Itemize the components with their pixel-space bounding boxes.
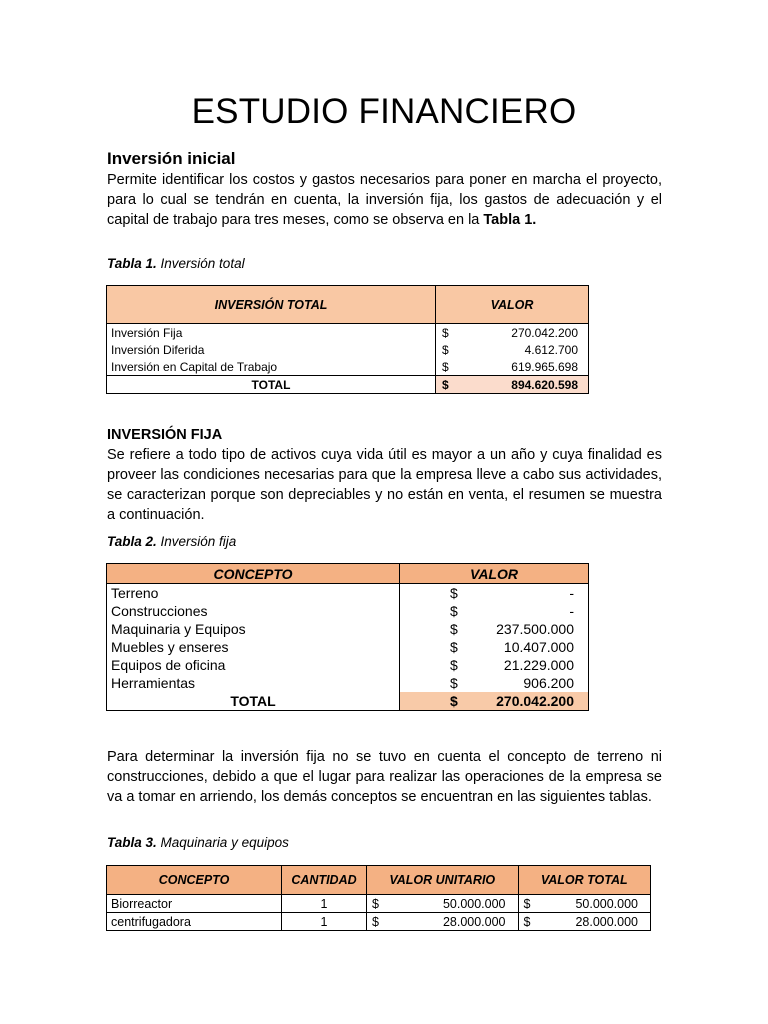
column-header: CONCEPTO — [107, 564, 400, 584]
table-row — [107, 324, 589, 342]
caption-label: Tabla 1. — [107, 256, 157, 271]
cell-concepto: Inversión Diferida — [107, 341, 436, 358]
cell-currency: $ — [436, 376, 453, 394]
cell-currency: $ — [400, 584, 474, 603]
caption-label: Tabla 3. — [107, 835, 157, 850]
cell-concepto: Terreno — [107, 584, 400, 603]
cell-total-label: TOTAL — [107, 692, 400, 711]
table-row — [107, 341, 589, 358]
cell-total-valor: 894.620.598 — [452, 376, 589, 394]
cell-currency: $ — [400, 692, 474, 711]
table-reference: Tabla 1. — [483, 212, 537, 228]
column-header: VALOR — [436, 286, 589, 324]
table-row — [107, 620, 589, 638]
paragraph-terreno: Para determinar la inversión fija no se tuvo en cuenta el concepto de terreno ni construcciones, debido a que el lugar para realizar las operaciones de la empresa se va a tomar en arriendo, los demás conceptos se encuentran en las siguientes tablas. — [107, 749, 662, 805]
table-inversion-fija — [106, 563, 589, 711]
column-header: VALOR TOTAL — [518, 866, 651, 895]
cell-currency: $ — [518, 913, 538, 931]
cell-valor: 10.407.000 — [474, 638, 589, 656]
cell-currency: $ — [400, 620, 474, 638]
cell-valor: 21.229.000 — [474, 656, 589, 674]
cell-valor: 4.612.700 — [452, 341, 589, 358]
caption-title: Maquinaria y equipos — [156, 835, 289, 850]
column-header: VALOR — [400, 564, 589, 584]
caption-title: Inversión total — [156, 256, 245, 271]
cell-currency: $ — [400, 638, 474, 656]
table-maquinaria-equipos — [106, 865, 651, 931]
table-row — [107, 602, 589, 620]
cell-total-valor: 270.042.200 — [474, 692, 589, 711]
cell-currency: $ — [436, 324, 453, 342]
table-row — [107, 358, 589, 376]
table-row — [107, 913, 651, 931]
cell-cantidad: 1 — [282, 913, 367, 931]
cell-concepto: Inversión en Capital de Trabajo — [107, 358, 436, 376]
table-inversion-total — [106, 285, 589, 394]
cell-concepto: Muebles y enseres — [107, 638, 400, 656]
cell-concepto: centrifugadora — [107, 913, 282, 931]
cell-concepto: Herramientas — [107, 674, 400, 692]
cell-valor-total: 28.000.000 — [538, 913, 651, 931]
table-row — [107, 674, 589, 692]
paragraph-text: Permite identificar los costos y gastos necesarios para poner en marcha el proyecto, para lo cual se tendrán en cuenta, la inversión fija, los gastos de adecuación y el capital de trabajo para tres meses, como se observa en la — [107, 172, 662, 228]
column-header: VALOR UNITARIO — [367, 866, 519, 895]
cell-currency: $ — [367, 913, 387, 931]
cell-currency: $ — [518, 895, 538, 913]
cell-total-label: TOTAL — [107, 376, 436, 394]
cell-concepto: Inversión Fija — [107, 324, 436, 342]
paragraph-inversion-fija: Se refiere a todo tipo de activos cuya vida útil es mayor a un año y cuya finalidad es proveer las condiciones necesarias para que la empresa lleve a cabo sus actividades, se caracterizan porque son depreciables y no están en venta, el resumen se muestra a continuación. — [107, 447, 662, 523]
caption-title: Inversión fija — [156, 534, 237, 549]
cell-concepto: Construcciones — [107, 602, 400, 620]
caption-label: Tabla 2. — [107, 534, 157, 549]
column-header: CONCEPTO — [107, 866, 282, 895]
table-row — [107, 895, 651, 913]
table2-caption — [107, 534, 236, 549]
cell-currency: $ — [400, 674, 474, 692]
page-title: ESTUDIO FINANCIERO — [191, 92, 577, 131]
cell-valor-unitario: 28.000.000 — [386, 913, 518, 931]
table1-caption — [107, 256, 245, 271]
section-heading-inversion-fija: INVERSIÓN FIJA — [107, 427, 223, 443]
cell-valor-total: 50.000.000 — [538, 895, 651, 913]
cell-cantidad: 1 — [282, 895, 367, 913]
cell-valor: 270.042.200 — [452, 324, 589, 342]
cell-valor: 619.965.698 — [452, 358, 589, 376]
cell-currency: $ — [400, 656, 474, 674]
cell-valor: 237.500.000 — [474, 620, 589, 638]
table-row — [107, 584, 589, 603]
table-row — [107, 656, 589, 674]
table-header-row — [107, 866, 651, 895]
cell-valor: - — [474, 584, 589, 603]
cell-concepto: Maquinaria y Equipos — [107, 620, 400, 638]
cell-valor: - — [474, 602, 589, 620]
table-header-row — [107, 564, 589, 584]
section-heading-inversion-inicial: Inversión inicial — [107, 149, 236, 168]
cell-currency: $ — [367, 895, 387, 913]
cell-concepto: Biorreactor — [107, 895, 282, 913]
cell-currency: $ — [400, 602, 474, 620]
cell-valor: 906.200 — [474, 674, 589, 692]
cell-valor-unitario: 50.000.000 — [386, 895, 518, 913]
table-header-row — [107, 286, 589, 324]
paragraph-inversion-inicial — [107, 170, 662, 230]
table-total-row — [107, 376, 589, 394]
table-row — [107, 638, 589, 656]
table3-caption — [107, 835, 289, 850]
cell-currency: $ — [436, 358, 453, 376]
table-total-row — [107, 692, 589, 711]
cell-currency: $ — [436, 341, 453, 358]
column-header: INVERSIÓN TOTAL — [107, 286, 436, 324]
column-header: CANTIDAD — [282, 866, 367, 895]
cell-concepto: Equipos de oficina — [107, 656, 400, 674]
